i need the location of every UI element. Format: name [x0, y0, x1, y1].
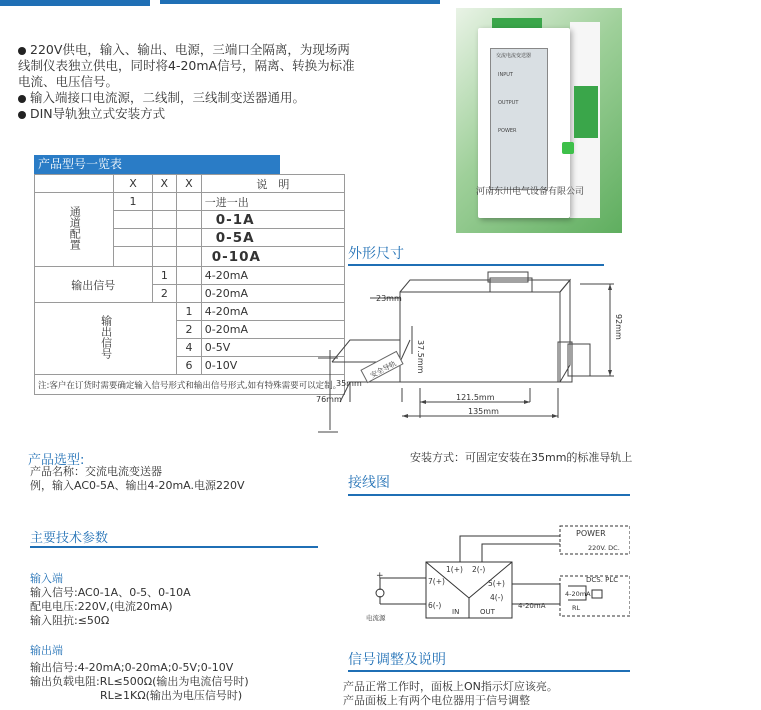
- output-params: [30, 661, 249, 703]
- terminal-4: 4(-): [490, 593, 504, 602]
- input-impedance: 输入阻抗:≤50Ω: [30, 614, 110, 627]
- desc-cell: 0-10A: [201, 247, 344, 267]
- adjust-line-2: 产品面板上有两个电位器用于信号调整: [343, 694, 530, 707]
- device-power-label: POWER: [498, 128, 517, 134]
- dim-23: 23mm: [376, 294, 402, 303]
- channel-label: 通道配置: [68, 206, 82, 250]
- header-cell: 说 明: [201, 175, 344, 193]
- desc-cell: 0-20mA: [201, 285, 344, 303]
- model-table: [34, 174, 345, 395]
- rl-label: RL: [572, 604, 581, 612]
- rail-label: 安全导轨: [369, 359, 398, 380]
- device-label: 交流电流变送器: [496, 53, 532, 59]
- terminal-6: 6(-): [428, 601, 442, 610]
- product-photo: [456, 8, 622, 233]
- output-load-current: 输出负载电阻:RL≤500Ω(输出为电流信号时): [30, 675, 249, 688]
- output-label: 输出信号: [35, 267, 153, 303]
- source-label: 电流源: [366, 614, 386, 622]
- code-cell: 4: [177, 339, 202, 357]
- dim-37: 37.5mm: [416, 340, 425, 374]
- feature-item: 输入端接口电流源，二线制，三线制变送器通用。: [18, 90, 358, 106]
- dim-92: 92mm: [614, 314, 623, 340]
- wiring-diagram: [360, 520, 630, 630]
- tech-underline: [30, 546, 318, 548]
- bullet-icon: [18, 95, 26, 103]
- header-cell: X: [177, 175, 202, 193]
- adjust-title: 信号调整及说明: [348, 652, 446, 668]
- desc-cell: 0-5V: [201, 339, 344, 357]
- output-heading: 输出端: [30, 644, 63, 657]
- plus-sign: +: [376, 571, 384, 581]
- dimension-drawing: [310, 270, 630, 442]
- header-cell: X: [114, 175, 152, 193]
- desc-cell: 0-1A: [201, 211, 344, 229]
- adjust-underline: [348, 670, 630, 672]
- code-cell: 1: [152, 267, 177, 285]
- table-row: [35, 193, 345, 211]
- code-cell: 6: [177, 357, 202, 375]
- dim-121: 121.5mm: [456, 393, 495, 402]
- terminal-7: 7(+): [428, 577, 445, 586]
- ma-label-2: 4-20mA: [565, 590, 591, 598]
- feature-item: 220V供电，输入、输出、电源，三端口全隔离，为现场两线制仪表独立供电，同时将4-20mA信号，隔离、转换为标准电流、电压信号。: [18, 42, 355, 89]
- selection-name: 产品名称：交流电流变送器: [30, 465, 162, 478]
- terminal-5: 5(+): [488, 579, 505, 588]
- led-indicator: [562, 142, 574, 154]
- table-row: [35, 267, 345, 285]
- top-bar: [0, 0, 761, 8]
- dims-title: 外形尺寸: [348, 246, 404, 262]
- bullet-icon: [18, 111, 26, 119]
- dcs-label: DCS. PLC: [586, 576, 619, 584]
- watermark: 河南东川电气设备有限公司: [476, 187, 585, 197]
- terminal-2: 2(-): [472, 565, 486, 574]
- adjust-line-1: 产品正常工作时，面板上ON指示灯应该亮。: [343, 680, 558, 693]
- table-note-row: [35, 375, 345, 395]
- desc-cell: 0-20mA: [201, 321, 344, 339]
- dims-underline: [348, 264, 604, 266]
- code-cell: 2: [177, 321, 202, 339]
- input-signal: 输入信号:AC0-1A、0-5、0-10A: [30, 586, 191, 599]
- dim-35: 35mm: [336, 379, 362, 388]
- in-label: IN: [452, 608, 460, 616]
- input-heading: 输入端: [30, 572, 63, 585]
- feature-list: [18, 42, 358, 122]
- output2-label: 输出信号: [99, 315, 113, 359]
- desc-cell: 4-20mA: [201, 303, 344, 321]
- feature-item: DIN导轨独立式安装方式: [18, 106, 358, 122]
- terminal-1: 1(+): [446, 565, 463, 574]
- bullet-icon: [18, 47, 26, 55]
- code-cell: 1: [114, 193, 152, 211]
- tech-title: 主要技术参数: [30, 531, 109, 546]
- device-output-label: OUTPUT: [498, 100, 519, 106]
- ma-label-1: 4-20mA: [518, 602, 546, 610]
- adjust-body: [343, 680, 558, 708]
- desc-cell: 0-10V: [201, 357, 344, 375]
- dim-76: 76mm: [316, 395, 342, 404]
- selection-example: 例，输入AC0-5A、输出4-20mA.电源220V: [30, 479, 245, 492]
- power-voltage: 配电电压:220V,(电流20mA): [30, 600, 173, 613]
- table-row: [35, 303, 345, 321]
- code-cell: 1: [177, 303, 202, 321]
- selection-body: [30, 465, 245, 493]
- power-voltage-label: 220V. DC.: [588, 544, 620, 552]
- wiring-title: 接线图: [348, 475, 390, 491]
- power-label: POWER: [576, 529, 606, 538]
- table-note: 注:客户在订货时需要确定输入信号形式和输出信号形式,如有特殊需要可以定制。: [35, 375, 345, 395]
- desc-cell: 一进一出: [201, 193, 344, 211]
- selection-title: 产品选型:: [28, 453, 85, 468]
- device-input-label: INPUT: [498, 72, 513, 78]
- desc-cell: 0-5A: [201, 229, 344, 247]
- header-cell: X: [152, 175, 177, 193]
- output-load-voltage: RL≥1KΩ(输出为电压信号时): [100, 689, 243, 702]
- output-signal: 输出信号:4-20mA;0-20mA;0-5V;0-10V: [30, 661, 234, 674]
- out-label: OUT: [480, 608, 495, 616]
- model-table-title: 产品型号一览表: [34, 155, 280, 174]
- input-params: [30, 586, 191, 628]
- desc-cell: 4-20mA: [201, 267, 344, 285]
- table-header-row: [35, 175, 345, 193]
- dim-135: 135mm: [468, 407, 499, 416]
- wiring-underline: [348, 494, 630, 496]
- install-note: 安装方式：可固定安装在35mm的标准导轨上: [410, 451, 633, 464]
- code-cell: 2: [152, 285, 177, 303]
